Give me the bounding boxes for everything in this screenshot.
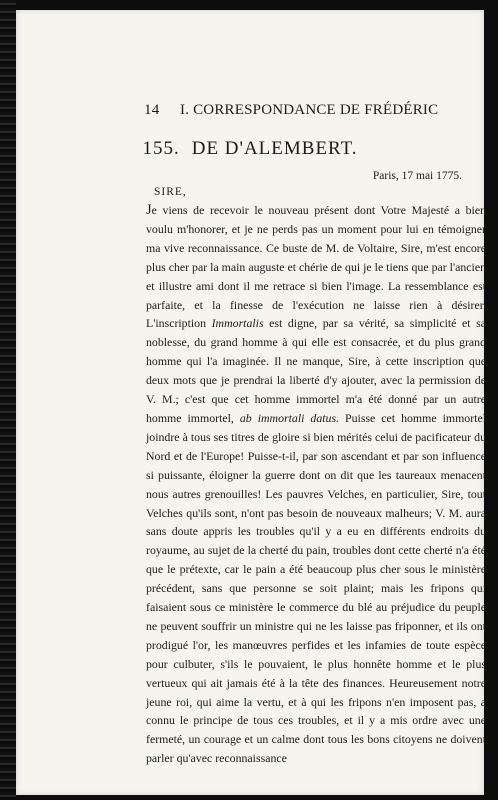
- letter-number: 155.: [142, 138, 180, 159]
- body-text-segment: Puisse cet homme immortel joindre à tous ses titres de gloire si bien mérités celui de pacificateur du Nord et de l'Europe! Puisse-t-il, par son ascendant et par son influence si puissante, éloigner la guerre dont on dit que les taureaux menacent nous autres grenouilles! Les pauvres Velches, en particulier, Sire, tout Velches qu'ils sont, n'ont pas besoin de nouveaux malheurs; V. M. aura sans doute appris les troubles qu'il y a eu en différents endroits du royaume, au sujet de la cherté du pain, troubles dont cette cherté n'a été que le prétexte, car le pain a été beaucoup plus cher sous le ministère précédent, sans que personne se soit plaint; mais les fripons qui faisaient sous ce ministère le commerce du blé au préjudice du peuple ne peuvent souffrir un ministre qui ne les laisse pas friponner, et ils ont prodigué l'or, les manœuvres perfides et les infamies de toute espèce pour culbuter, s'ils le pouvaient, le plus honnête homme et le plus vertueux qui ait jamais été à la tête des finances. Heureusement notre jeune roi, qui aime la vertu, et à qui les fripons n'en imposent pas, a connu le principe de tous ces troubles, et il y a mis ordre avec une fermeté, un courage et un calme dont tous les bons citoyens ne doivent parler qu'avec reconnaissance: [146, 410, 487, 766]
- letter-body: [146, 201, 486, 768]
- body-italic-segment: Immortalis: [211, 316, 264, 331]
- page-number: 14: [144, 102, 160, 118]
- letter-heading: [16, 138, 484, 160]
- body-text-segment: est digne, par sa vérité, sa simplicité et sa noblesse, du grand homme à qui elle est consacrée, et du plus grand homme qui l'a imaginée. Il ne manque, Sire, à cette inscription que deux mots que je prendrai la liberté d'y ajouter, avec la permission de V. M.; c'est que cet homme immortel m'a été donné par un autre homme immortel,: [146, 316, 486, 425]
- body-text-segment: e viens de recevoir le nouveau présent dont Votre Majesté a bien voulu m'honorer, et je ne perds pas un moment pour lui en témoigner ma vive reconnaissance. Ce buste de M. de Voltaire, Sire, m'est encore plus cher par la main auguste et chérie de qui je le tiens que par l'ancien et illustre ami dont il me retrace si bien l'image. La ressemblance est parfaite, et la finesse de l'exécution ne laisse rien à désirer. L'inscription: [146, 203, 486, 331]
- letter-author: DE D'ALEMBERT.: [191, 138, 358, 159]
- running-title: I. CORRESPONDANCE DE FRÉDÉRIC: [180, 102, 439, 118]
- body-italic-segment: ab immortali datus.: [239, 410, 340, 425]
- scan-right-edge: [484, 0, 498, 800]
- letter-body-text: [146, 203, 486, 765]
- book-page: [16, 10, 487, 795]
- salutation: SIRE,: [154, 186, 187, 198]
- letter-date: Paris, 17 mai 1775.: [372, 170, 462, 182]
- scan-left-edge: [0, 0, 16, 800]
- drop-cap: J: [146, 202, 152, 218]
